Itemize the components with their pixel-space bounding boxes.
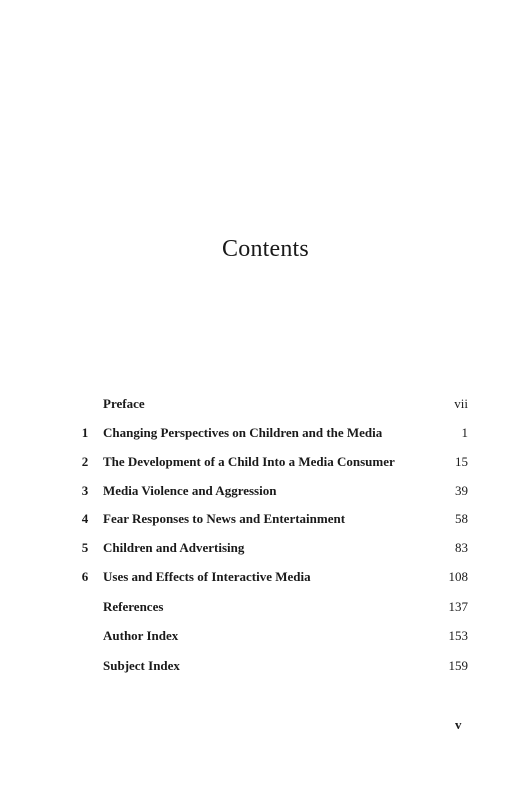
- toc-entry-number: 4: [81, 511, 89, 526]
- toc-entry-title: Uses and Effects of Interactive Media: [103, 569, 311, 584]
- toc-entry-title: Preface: [103, 396, 145, 411]
- toc-entry-page: 137: [448, 599, 468, 614]
- page-title: Contents: [222, 236, 309, 262]
- toc-entry-page: 15: [455, 454, 468, 469]
- toc-entry-references[interactable]: [78, 599, 468, 619]
- toc-entry-chapter-2[interactable]: [78, 454, 468, 474]
- toc-entry-number: 3: [81, 483, 89, 498]
- toc-entry-author-index[interactable]: [78, 628, 468, 648]
- toc-entry-number: 6: [81, 569, 89, 584]
- toc-entry-subject-index[interactable]: [78, 658, 468, 678]
- toc-entry-preface[interactable]: [78, 396, 468, 416]
- page-folio: v: [455, 717, 462, 732]
- toc-entry-page: 83: [455, 540, 468, 555]
- toc-entry-page: 58: [455, 511, 468, 526]
- toc-entry-page: 39: [455, 483, 468, 498]
- toc-entry-chapter-5[interactable]: [78, 540, 468, 560]
- toc-entry-title: Media Violence and Aggression: [103, 483, 277, 498]
- toc-entry-title: Author Index: [103, 628, 179, 643]
- toc-entry-page: 153: [448, 628, 468, 643]
- toc-entry-page: vii: [454, 396, 468, 411]
- toc-entry-number: 1: [81, 425, 89, 440]
- toc-entry-number: 2: [81, 454, 89, 469]
- toc-entry-chapter-4[interactable]: [78, 511, 468, 531]
- toc-entry-chapter-3[interactable]: [78, 483, 468, 503]
- toc-entry-page: 1: [461, 425, 468, 440]
- toc-entry-chapter-6[interactable]: [78, 569, 468, 589]
- toc-entry-title: The Development of a Child Into a Media Consumer: [103, 454, 395, 469]
- toc-entry-title: Children and Advertising: [103, 540, 245, 555]
- toc-entry-title: References: [103, 599, 164, 614]
- toc-entry-number: 5: [81, 540, 89, 555]
- toc-entry-title: Changing Perspectives on Children and the Media: [103, 425, 383, 440]
- toc-entry-page: 159: [448, 658, 468, 673]
- toc-entry-chapter-1[interactable]: [78, 425, 468, 445]
- toc-entry-title: Fear Responses to News and Entertainment: [103, 511, 346, 526]
- toc-entry-title: Subject Index: [103, 658, 180, 673]
- toc-entry-page: 108: [448, 569, 468, 584]
